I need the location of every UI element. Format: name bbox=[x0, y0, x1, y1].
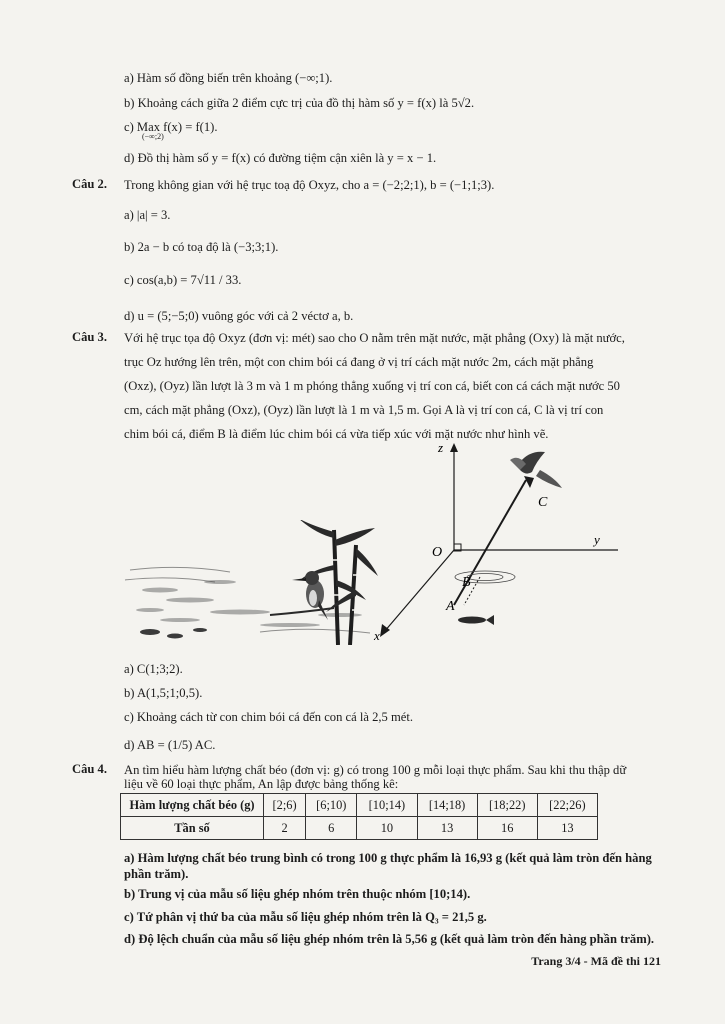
table-cell-frequency: 6 bbox=[306, 817, 357, 840]
q1-option-a: a) Hàm số đồng biến trên khoảng (−∞;1). bbox=[124, 71, 333, 85]
q3-option-c: c) Khoảng cách từ con chim bói cá đến con cá là 2,5 mét. bbox=[124, 710, 414, 724]
q4-option-a-line-1: a) Hàm lượng chất béo trung bình có trong 100 g thực phẩm là 16,93 g (kết quả làm tròn đến hàng bbox=[124, 851, 652, 865]
kingfisher-illustration bbox=[120, 520, 380, 645]
table-header-fat: Hàm lượng chất béo (g) bbox=[121, 794, 264, 817]
q3-stem-line-4: cm, cách mặt phẳng (Oxz), (Oyz) lần lượt là 1 m và 1,5 m. Gọi A là vị trí con cá, C là vị trí con bbox=[124, 403, 604, 417]
q1-option-d: d) Đồ thị hàm số y = f(x) có đường tiệm cận xiên là y = x − 1. bbox=[124, 151, 437, 165]
table-cell-interval: [14;18) bbox=[417, 794, 477, 817]
q2-option-a: a) |a| = 3. bbox=[124, 208, 171, 222]
q2-option-d: d) u = (5;−5;0) vuông góc với cả 2 véctơ a, b. bbox=[124, 309, 354, 323]
q4-option-c: c) Tứ phân vị thứ ba của mẫu số liệu ghép nhóm trên là Q₃ = 21,5 g. bbox=[124, 910, 487, 924]
q3-stem-line-2: trục Oz hướng lên trên, một con chim bói cá đang ở vị trí cách mặt nước 2m, cách mặt phẳng bbox=[124, 355, 594, 369]
point-b-label: B bbox=[462, 575, 471, 590]
table-row-frequency bbox=[121, 817, 598, 840]
q2-option-b: b) 2a − b có toạ độ là (−3;3;1). bbox=[124, 240, 279, 254]
q4-option-b: b) Trung vị của mẫu số liệu ghép nhóm trên thuộc nhóm [10;14). bbox=[124, 887, 471, 901]
q1-option-c-subscript: (−∞;2) bbox=[142, 132, 164, 141]
x-axis bbox=[384, 550, 454, 632]
q4-option-d: d) Độ lệch chuẩn của mẫu số liệu ghép nhóm trên là 5,56 g (kết quả làm tròn đến hàng phần trăm). bbox=[124, 932, 655, 946]
table-cell-interval: [18;22) bbox=[477, 794, 537, 817]
table-row-intervals bbox=[121, 794, 598, 817]
q1-option-b: b) Khoảng cách giữa 2 điểm cực trị của đồ thị hàm số y = f(x) là 5√2. bbox=[124, 96, 475, 110]
q2-option-c: c) cos(a,b) = 7√11 / 33. bbox=[124, 273, 242, 287]
table-header-frequency: Tần số bbox=[121, 817, 264, 840]
frequency-table bbox=[120, 793, 598, 840]
q3-number: Câu 3. bbox=[72, 330, 107, 344]
q3-option-a: a) C(1;3;2). bbox=[124, 662, 183, 676]
y-label: y bbox=[594, 532, 600, 547]
point-a-label: A bbox=[446, 599, 455, 614]
x-label: x bbox=[374, 628, 380, 643]
q1-option-c: c) Max f(x) = f(1). bbox=[124, 120, 218, 134]
table-cell-frequency: 13 bbox=[417, 817, 477, 840]
q3-stem-line-3: (Oxz), (Oyz) lần lượt là 3 m và 1 m phóng thẳng xuống vị trí con cá, biết con cá cách mặt nước 50 bbox=[124, 379, 620, 393]
z-label: z bbox=[438, 440, 444, 455]
table-cell-frequency: 13 bbox=[537, 817, 597, 840]
q4-stem-line-1: An tìm hiểu hàm lượng chất béo (đơn vị: g) có trong 100 g mỗi loại thực phẩm. Sau khi thu thập dữ bbox=[124, 763, 627, 777]
q3-stem-line-1: Với hệ trục tọa độ Oxyz (đơn vị: mét) sao cho O nằm trên mặt nước, mặt phẳng (Oxy) là mặt nước, bbox=[124, 331, 625, 345]
q2-stem: Trong không gian với hệ trục toạ độ Oxyz, cho a = (−2;2;1), b = (−1;1;3). bbox=[124, 178, 495, 192]
table-cell-frequency: 16 bbox=[477, 817, 537, 840]
q4-stem-line-2: liệu về 60 loại thực phẩm, An lập được bảng thống kê: bbox=[124, 777, 399, 791]
page-footer: Trang 3/4 - Mã đề thi 121 bbox=[531, 954, 661, 968]
point-c-label: C bbox=[538, 495, 548, 510]
z-axis-arrow bbox=[450, 443, 458, 452]
q2-number: Câu 2. bbox=[72, 177, 107, 191]
table-cell-frequency: 10 bbox=[357, 817, 417, 840]
origin-label: O bbox=[432, 545, 443, 560]
q4-number: Câu 4. bbox=[72, 762, 107, 776]
fish-icon bbox=[458, 615, 494, 625]
kingfisher-icon bbox=[510, 452, 562, 488]
table-cell-interval: [2;6) bbox=[264, 794, 306, 817]
coordinate-diagram bbox=[370, 440, 630, 650]
table-cell-frequency: 2 bbox=[264, 817, 306, 840]
q3-option-d: d) AB = (1/5) AC. bbox=[124, 738, 216, 752]
table-cell-interval: [10;14) bbox=[357, 794, 417, 817]
q3-option-b: b) A(1,5;1;0,5). bbox=[124, 686, 203, 700]
table-cell-interval: [6;10) bbox=[306, 794, 357, 817]
q4-option-a-line-2: phần trăm). bbox=[124, 867, 189, 881]
q3-stem-line-5: chim bói cá, điểm B là điểm lúc chim bói cá vừa tiếp xúc với mặt nước như hình vẽ. bbox=[124, 427, 549, 441]
table-cell-interval: [22;26) bbox=[537, 794, 597, 817]
